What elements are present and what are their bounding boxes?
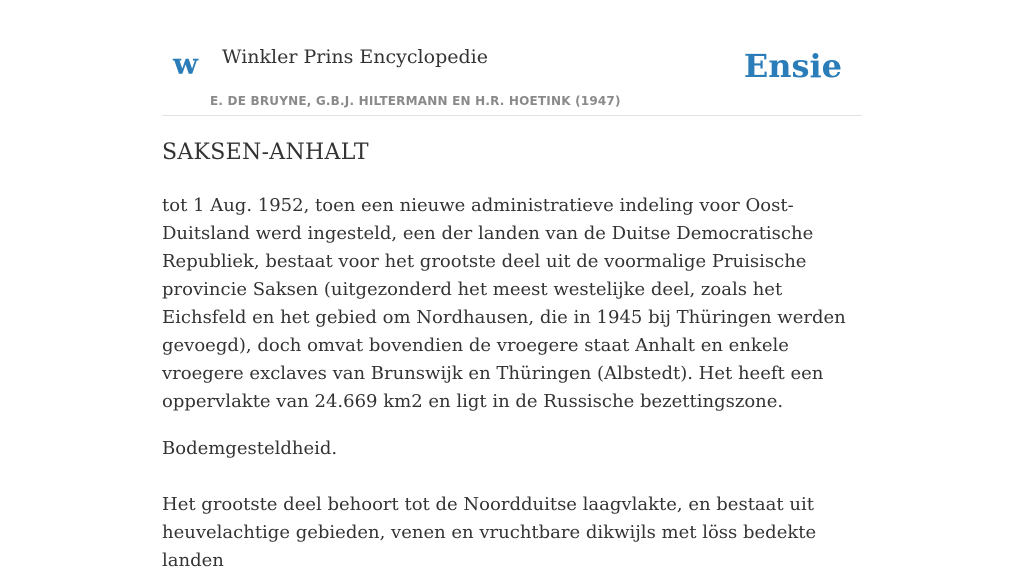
article-paragraph: Het grootste deel behoort tot de Noordduitse laagvlakte, en bestaat uit heuvelachtige gebieden, venen en vruchtbare dikwijls met löss bedekte landen [162, 494, 817, 571]
source-authors: E. DE BRUYNE, G.B.J. HILTERMANN EN H.R. HOETINK (1947) [210, 94, 621, 108]
article-paragraph: tot 1 Aug. 1952, toen een nieuwe administratieve indeling voor Oost-Duitsland werd ingesteld, een der landen van de Duitse Democratische Republiek, bestaat voor het grootste deel uit de voormalige Pruisische provincie Saksen (uitgezonderd het meest westelijke deel, zoals het Eichsfeld en het gebied om Nordhausen, die in 1945 bij Thüringen werden gevoegd), doch omvat bovendien de vroegere staat Anhalt en enkele vroegere exclaves van Brunswijk en Thüringen (Albstedt). Het heeft een oppervlakte van 24.669 km2 en ligt in de Russische bezettingszone. [162, 195, 846, 412]
brand-logo-link[interactable]: Ensie [743, 47, 842, 85]
source-header [162, 0, 862, 116]
source-title[interactable]: Winkler Prins Encyclopedie [222, 46, 488, 68]
article-title: SAKSEN-ANHALT [162, 140, 369, 165]
section-heading: Bodemgesteldheid. [162, 438, 338, 459]
article-body [162, 192, 862, 575]
source-logo-link[interactable]: w [173, 47, 198, 81]
page-content [162, 0, 862, 571]
